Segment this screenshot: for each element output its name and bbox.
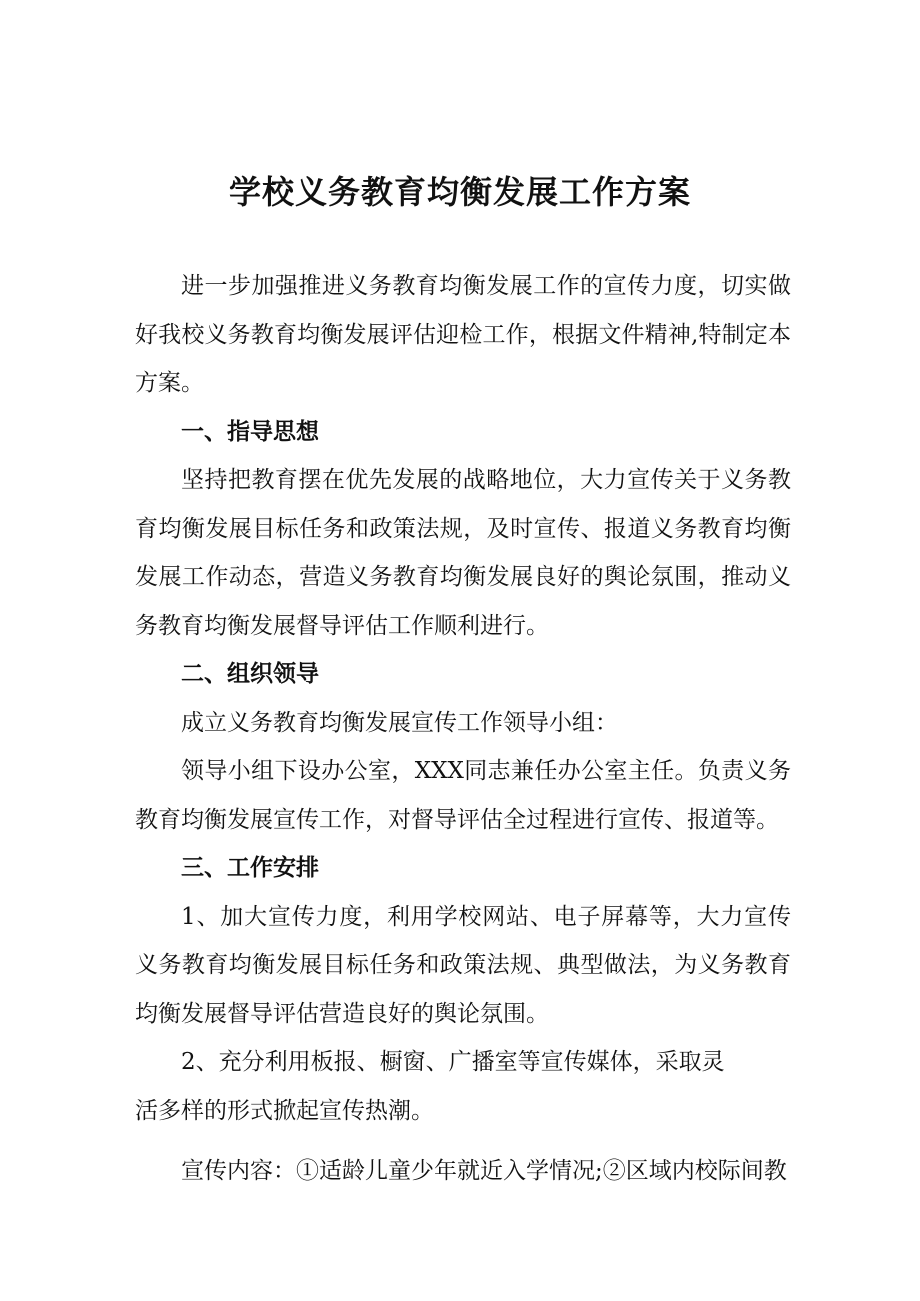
document-body xyxy=(135,262,791,1196)
organization-paragraph-1: 成立义务教育均衡发展宣传工作领导小组： xyxy=(181,709,618,736)
section-heading-organization: 二、组织领导 xyxy=(181,661,319,687)
work-arrangement-item-2-line-1: 2、充分利用板报、橱窗、广播室等宣传媒体，采取灵 xyxy=(181,1049,725,1075)
work-arrangement-item-1: 1、加大宣传力度，利用学校网站、电子屏幕等，大力宣传义务教育均衡发展目标任务和政策法规、典型做法，为义务教育均衡发展督导评估营造良好的舆论氛围。 xyxy=(135,903,791,1027)
intro-paragraph: 进一步加强推进义务教育均衡发展工作的宣传力度，切实做好我校义务教育均衡发展评估迎检工作，根据文件精神,特制定本方案。 xyxy=(135,273,791,396)
section-heading-guiding-ideology: 一、指导思想 xyxy=(181,418,319,445)
organization-paragraph-2: 领导小组下设办公室，XXX同志兼任办公室主任。负责义务教育均衡发展宣传工作，对督导评估全过程进行宣传、报道等。 xyxy=(135,758,791,833)
document-title: 学校义务教育均衡发展工作方案 xyxy=(228,173,691,211)
section-heading-work-arrangement: 三、工作安排 xyxy=(181,855,319,881)
paragraph-gap xyxy=(135,1135,791,1147)
publicity-content-paragraph: 宣传内容：①适龄儿童少年就近入学情况;②区域内校际间教 xyxy=(181,1158,787,1184)
work-arrangement-item-2-line-2: 活多样的形式掀起宣传热潮。 xyxy=(135,1097,434,1124)
guiding-ideology-paragraph: 坚持把教育摆在优先发展的战略地位，大力宣传关于义务教育均衡发展目标任务和政策法规，及时宣传、报道义务教育均衡发展工作动态，营造义务教育均衡发展良好的舆论氛围，推动义务教育均衡发展督导评估工作顺利进行。 xyxy=(135,467,791,639)
